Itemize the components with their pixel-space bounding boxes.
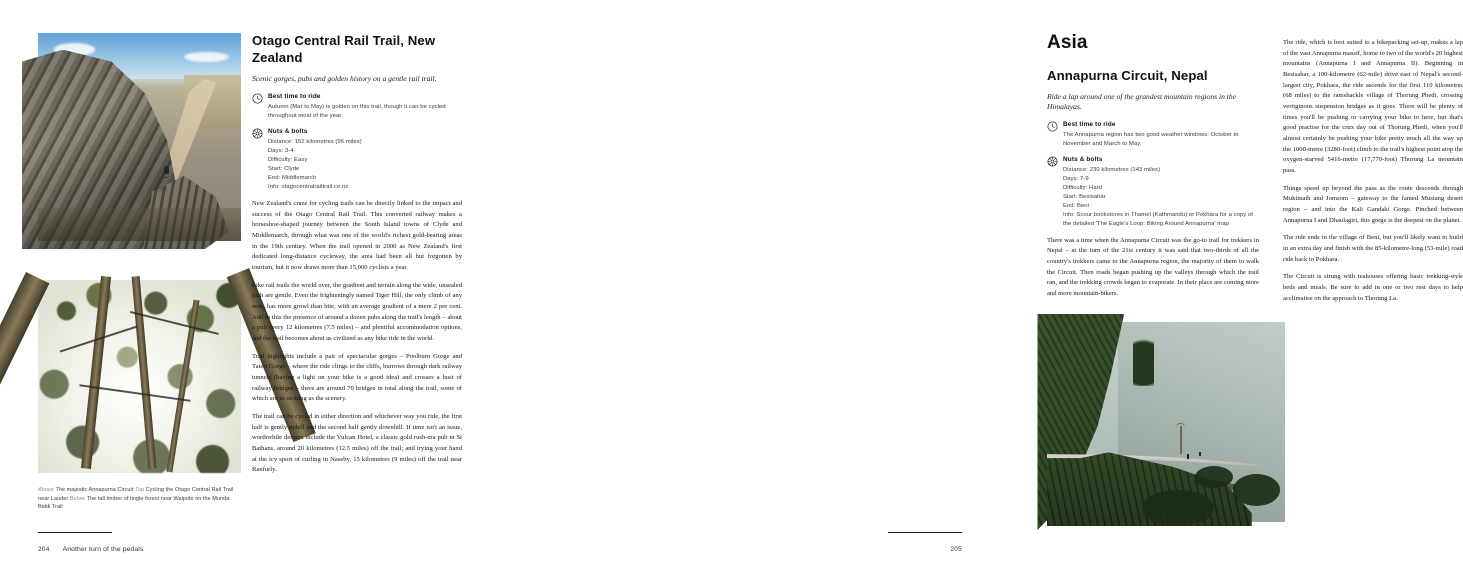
best-time-text: Autumn (Mar to May) is golden on this trail, though it can be cycled throughout most of the year. (268, 103, 446, 119)
nuts-bolts-block-right (1047, 156, 1259, 229)
right-body-text-col1 (1047, 236, 1259, 300)
body-paragraph: The ride, which is best suited to a bikepacking set-up, makes a lap of the vast Annapurna massif, home to two of the world's 20 highest mountains (Annapurna I and Annapurna II). Beginning in Besisahar, a 100-kilometre (62-mile) drive east of Nepal's second-largest city, Pokhara, the ride ascends for the first 110 kilometres (68 miles) to the ramshackle village of Thorung Phedi, crossing vertiginous suspension bridges as it goes. There will be plenty of times you'll be pushing or carrying your bike to here, but that's good practise for the crux day out of Thorung Phedi, when you'll almost certainly be pushing your bike pretty much all the way up the 1000-metre (3280-foot) climb to the trail's highest point atop the oxygen-starved 5416-metre (17,770-foot) Thorung La mountain pass. (1283, 39, 1463, 175)
footer-rule-right (888, 532, 962, 533)
page-footer-left (38, 546, 143, 553)
running-head: Another turn of the pedals (62, 546, 144, 553)
nuts-bolts-heading-right: Nuts & bolts (1063, 155, 1103, 163)
nuts-bolts-list (268, 138, 462, 192)
body-paragraph: The trail can be cycled in either direction and whichever way you ride, the first half is gently uphill and the second half gently downhill. If time isn't an issue, worthwhile detours include the Vulcan Hotel, a classic gold rush-era pub in St Bathans, around 20 kilometres (12.5 miles) off the trail; and trying your hand at the icy sport of curling in Naseby, 15 kilometres (9 miles) off the trail near Ranfurly. (252, 412, 462, 474)
nuts-bolts-list-right (1063, 166, 1259, 229)
list-item: Start: Clyde (268, 165, 300, 172)
photo-caption (38, 486, 243, 512)
list-item: Days: 7-9 (1063, 175, 1089, 182)
page-subtitle-right: Ride a lap around one of the grandest mountain regions in the Himalayas. (1047, 91, 1237, 111)
list-item: Distance: 230 kilometres (143 miles) (1063, 166, 1161, 173)
caption-label: Top (134, 487, 146, 493)
caption-label: Below (69, 495, 87, 502)
best-time-block-right (1047, 121, 1259, 149)
body-paragraph: Like rail trails the world over, the gradient and terrain along the wide, unsealed path are gentle. Even the frighteningly named Tiger Hill, the only climb of any note, has more growl than bite, with an average gradient of a mere 2 per cent. Add to this the presence of around a dozen pubs along the trail's length – about a pub every 12 kilometres (7.5 miles) – and plentiful accommodation options, and the trail becomes about as civilised as any bike ride in the world. (252, 281, 462, 342)
right-body-text-col2 (1283, 38, 1463, 304)
list-item: Distance: 152 kilometres (96 miles) (268, 139, 362, 146)
page-right (500, 0, 1463, 575)
caption-label: Above (38, 487, 56, 493)
photo-otago-gorge (38, 33, 241, 241)
gear-icon (1047, 156, 1058, 167)
body-paragraph: Things speed up beyond the pass as the route descends through Muktinath and Jomsom – gateway to the famed Mustang desert region – and into the Kali Gandaki Gorge. Pinched between Annapurna I and Dhaulagiri, this gorge is the deepest on the planet. (1283, 184, 1463, 224)
caption-text: The majestic Annapurna Circuit (55, 487, 135, 493)
folio-number-right: 205 (950, 546, 962, 553)
region-heading: Asia (1047, 32, 1088, 53)
list-item: Days: 3-4 (268, 147, 294, 154)
best-time-block (252, 93, 462, 121)
photo-tingle-forest (38, 280, 241, 473)
list-item: Difficulty: Hard (1063, 184, 1102, 191)
best-time-heading-right: Best time to ride (1063, 120, 1116, 128)
gear-icon (252, 128, 263, 139)
clock-icon (252, 93, 263, 104)
body-paragraph: Trail highlights include a pair of spectacular gorges – Poolburn Gorge and Taieri Gorge – where the ride clings to the cliffs, burrows through dark railway tunnels (having a light on your bike is a good idea) and crosses a host of railway bridges – there are around 70 bridges in total along the trail, some of which are as striking as the scenery. (252, 352, 462, 403)
page-left (0, 0, 500, 575)
list-item: Info: otagocentralrailtrail.co.nz (268, 183, 349, 190)
right-text-column-1 (1047, 33, 1259, 300)
body-paragraph: There was a time when the Annapurna Circuit was the go-to trail for trekkers in Nepal – at the turn of the 21st century it was said that two-thirds of all the country's trekkers came to the Annapurna region, the majority of them to walk the Circuit. Then roads began pushing up the valleys through which the trail ran, and the trekking crowds began to evaporate. In their place are coming more and more mountain-bikers. (1047, 236, 1259, 298)
nuts-bolts-heading: Nuts & bolts (268, 127, 308, 135)
footer-rule (38, 532, 112, 533)
list-item: Difficulty: Easy (268, 156, 308, 163)
body-paragraph: The ride ends in the village of Beni, but you'll likely want to build in an extra day and finish with the 85-kilometre-long (53-mile) road ride back to Pokhara. (1283, 234, 1463, 263)
body-paragraph: New Zealand's craze for cycling trails can be directly linked to the impact and success of the Otago Central Rail Trail. This converted railway makes a horseshoe-shaped journey between the South Island towns of Clyde and Middlemarch, through what was one of the world's richest gold-bearing areas in the 19th century. When the trail opened in 2000 as New Zealand's first dedicated long-distance cycleway, the area had been all but forgotten by tourism, but it now draws more than 15,000 cyclists a year. (252, 199, 462, 271)
best-time-heading: Best time to ride (268, 92, 321, 100)
list-item: Start: Besisahar (1063, 193, 1106, 200)
list-item: End: Middlemarch (268, 174, 317, 181)
left-text-column (252, 33, 462, 476)
page-title: Otago Central Rail Trail, New Zealand (252, 33, 436, 65)
page-title-right: Annapurna Circuit, Nepal (1047, 68, 1208, 83)
caption-text: The tall timber of tingle forest near Walpole on the Munda Biddi Trail (38, 495, 230, 511)
caption-text: Cycling the Otago Central Rail Trail near Lauder (38, 487, 234, 502)
list-item: Info: Scour bookstores in Thamel (Kathmandu) or Pokhara for a copy of the detailed 'The Eagle's Loop: Biking Around Annapurna' map (1063, 211, 1253, 227)
folio-number: 204 (38, 546, 50, 553)
page-subtitle: Scenic gorges, pubs and golden history on a gentle rail trail. (252, 73, 437, 83)
list-item: End: Beni (1063, 202, 1089, 209)
best-time-text-right: The Annapurna region has two good weather windows: October to November and March to May. (1063, 131, 1239, 147)
left-body-text (252, 199, 462, 476)
body-paragraph: The Circuit is strung with teahouses offering basic trekking-style beds and meals. Be sure to add in one or two rest days to help acclimatise on the approach to Thorung La. (1283, 273, 1463, 302)
page-footer-right (950, 546, 962, 553)
nuts-bolts-block (252, 128, 462, 192)
photo-annapurna-road (1047, 322, 1285, 522)
clock-icon (1047, 121, 1058, 132)
